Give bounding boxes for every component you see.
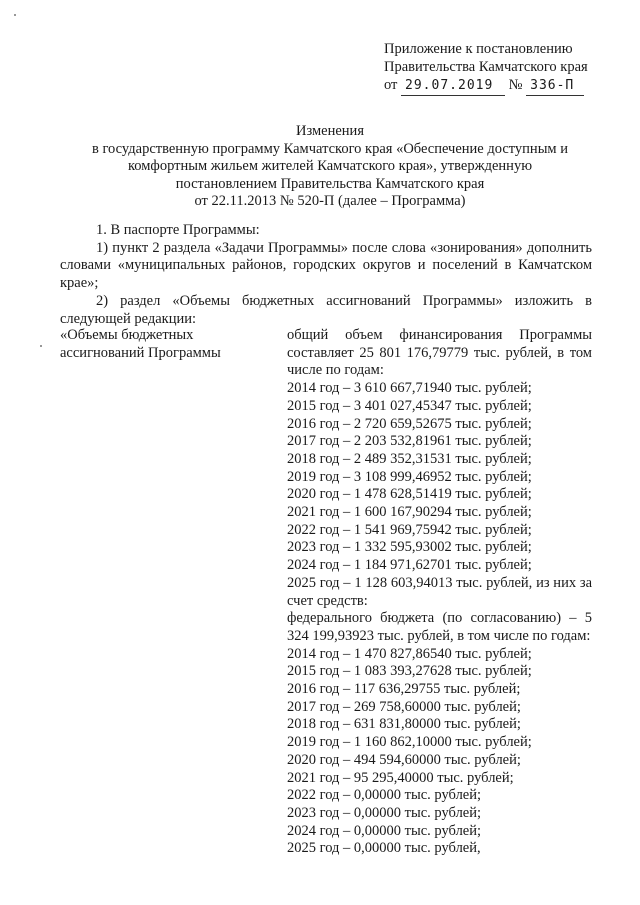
paragraph-item-1: 1. В паспорте Программы: xyxy=(96,222,260,238)
list-item: 2016 год – 117 636,29755 тыс. рублей; xyxy=(287,681,521,698)
list-item: 2020 год – 494 594,60000 тыс. рублей; xyxy=(287,751,521,768)
left-label-line-1: «Объемы бюджетных xyxy=(60,327,194,343)
table-left-cell xyxy=(60,327,280,362)
list-item: 2019 год – 1 160 862,10000 тыс. рублей; xyxy=(287,734,532,751)
list-item: 2023 год – 0,00000 тыс. рублей; xyxy=(287,804,482,821)
list-item: 2014 год – 3 610 667,71940 тыс. рублей; xyxy=(287,380,532,397)
appendix-line-2: Правительства Камчатского края xyxy=(384,59,588,75)
title-line-2: комфортным жильем жителей Камчатского края», утвержденную xyxy=(127,158,533,174)
list-item: 2022 год – 1 541 969,75942 тыс. рублей; xyxy=(287,521,532,538)
list-item: 2021 год – 95 295,40000 тыс. рублей; xyxy=(287,769,514,786)
total-by-year-list xyxy=(287,380,592,575)
table-right-cell xyxy=(287,327,592,858)
appendix-date: 29.07.2019 xyxy=(401,77,505,96)
document-body xyxy=(60,222,592,328)
list-item: 2025 год – 0,00000 тыс. рублей, xyxy=(287,840,481,857)
list-item: 2016 год – 2 720 659,52675 тыс. рублей; xyxy=(287,415,532,432)
federal-by-year-list xyxy=(287,646,592,858)
list-item: 2019 год – 3 108 999,46952 тыс. рублей; xyxy=(287,468,532,485)
list-item: 2017 год – 269 758,60000 тыс. рублей; xyxy=(287,698,521,715)
paragraph-item-1-1: 1) пункт 2 раздела «Задачи Программы» после слова «зонирования» дополнить словами «муниципальных районов, городских округов и поселений в Камчатском крае»; xyxy=(60,239,592,292)
list-item: 2015 год – 3 401 027,45347 тыс. рублей; xyxy=(287,397,532,414)
list-item: 2021 год – 1 600 167,90294 тыс. рублей; xyxy=(287,504,532,521)
total-2025-text: 2025 год – 1 128 603,94013 тыс. рублей, из них за счет средств: xyxy=(287,574,592,609)
title-line-4: от 22.11.2013 № 520-П (далее – Программа) xyxy=(194,193,466,209)
total-financing-text: общий объем финансирования Программы составляет 25 801 176,79779 тыс. рублей, в том числе по годам: xyxy=(287,327,592,379)
list-item: 2018 год – 631 831,80000 тыс. рублей; xyxy=(287,716,521,733)
list-item: 2022 год – 0,00000 тыс. рублей; xyxy=(287,787,482,804)
scan-speck xyxy=(40,345,42,347)
appendix-number-sign: № xyxy=(508,77,523,93)
list-item: 2017 год – 2 203 532,81961 тыс. рублей; xyxy=(287,433,532,450)
title-line-3: постановлением Правительства Камчатского края xyxy=(175,175,485,192)
list-item: 2023 год – 1 332 595,93002 тыс. рублей; xyxy=(287,539,532,556)
document-title xyxy=(60,123,600,211)
appendix-number: 336-П xyxy=(526,77,584,96)
appendix-header xyxy=(384,40,588,96)
list-item: 2018 год – 2 489 352,31531 тыс. рублей; xyxy=(287,450,532,467)
scan-speck xyxy=(14,14,16,16)
list-item: 2020 год – 1 478 628,51419 тыс. рублей; xyxy=(287,486,532,503)
appendix-line-1: Приложение к постановлению xyxy=(384,41,573,57)
list-item: 2015 год – 1 083 393,27628 тыс. рублей; xyxy=(287,663,532,680)
list-item: 2024 год – 0,00000 тыс. рублей; xyxy=(287,822,482,839)
federal-budget-text: федерального бюджета (по согласованию) – 5 324 199,93923 тыс. рублей, в том числе по годам: xyxy=(287,610,592,644)
list-item: 2014 год – 1 470 827,86540 тыс. рублей; xyxy=(287,645,532,662)
list-item: 2024 год – 1 184 971,62701 тыс. рублей; xyxy=(287,557,532,574)
paragraph-item-1-2: 2) раздел «Объемы бюджетных ассигнований Программы» изложить в следующей редакции: xyxy=(60,292,592,327)
title-line-1: в государственную программу Камчатского края «Обеспечение доступным и xyxy=(92,140,568,157)
appendix-from-prefix: от xyxy=(384,77,398,93)
appendix-date-line xyxy=(384,76,588,96)
title-heading: Изменения xyxy=(296,123,364,139)
left-label-line-2: ассигнований Программы xyxy=(60,344,221,361)
